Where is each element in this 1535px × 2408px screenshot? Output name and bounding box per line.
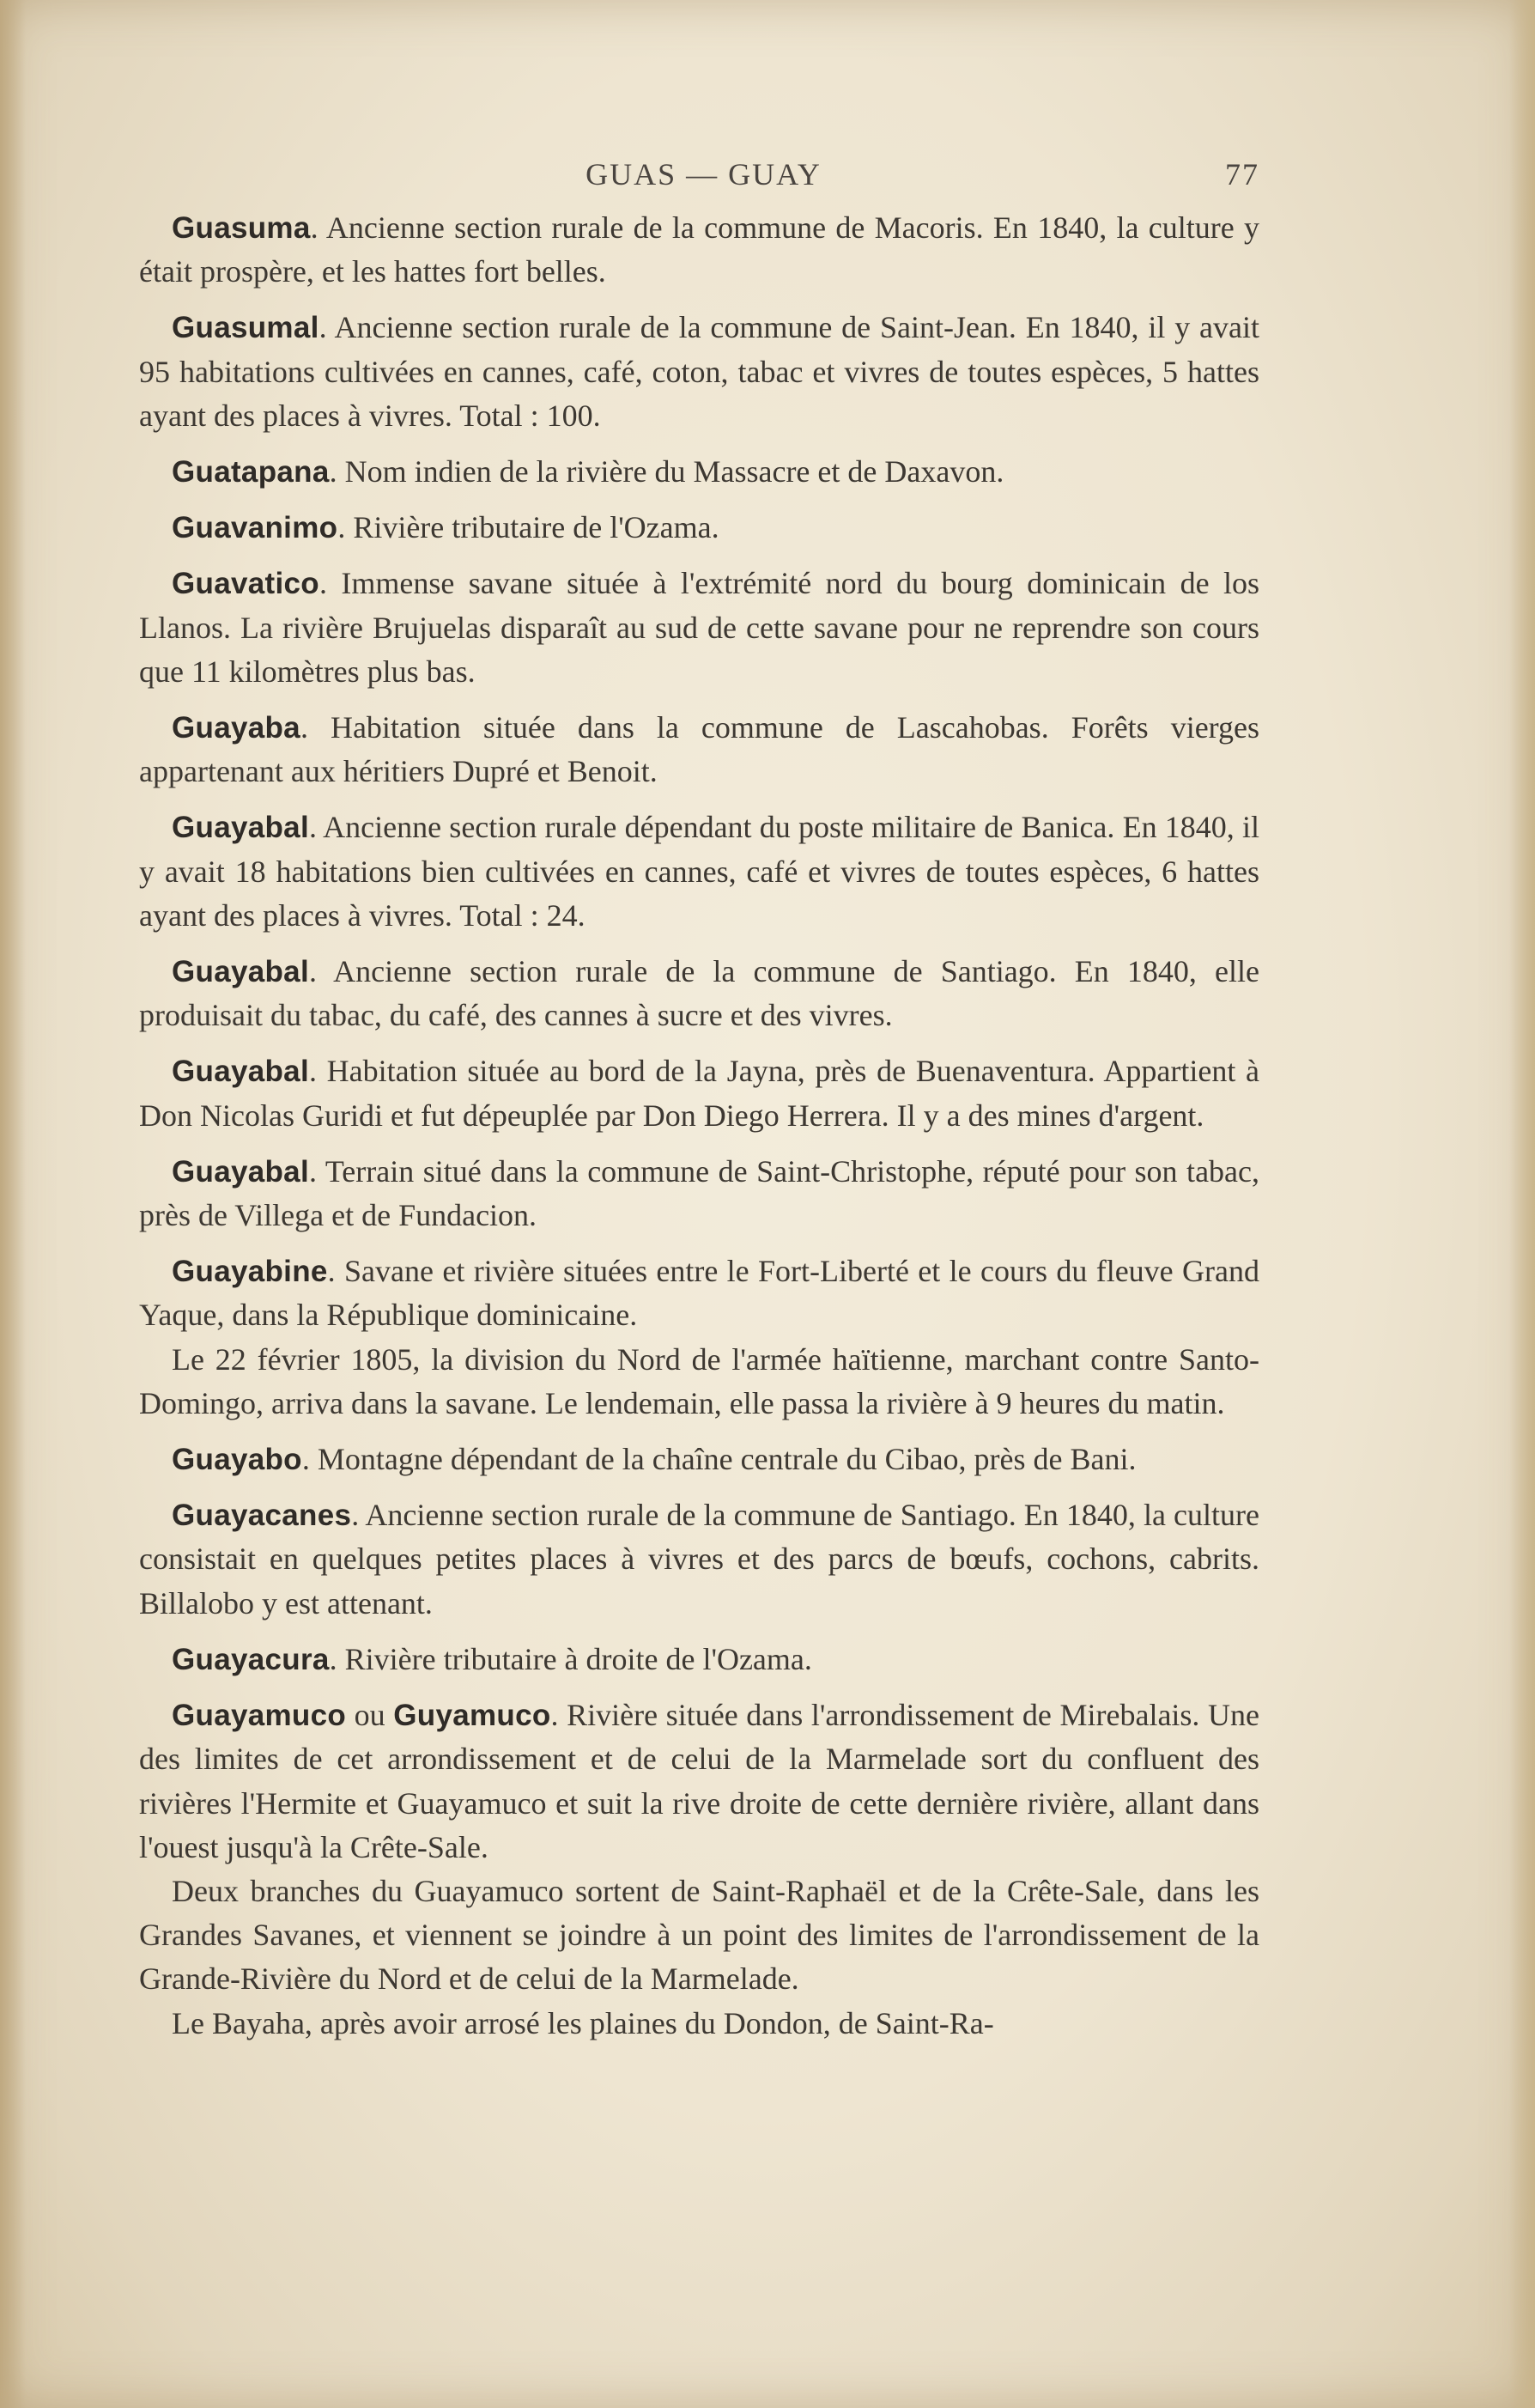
entry-guavatico [139,562,1259,694]
headword: Guayabine [172,1255,328,1289]
entry-text: . Ancienne section rurale de la commune de Macoris. En 1840, la culture y était prospère, et les hattes fort belles. [139,210,1259,289]
entry-guayabal-banica [139,806,1259,938]
running-head [139,153,1259,199]
headword: Guayabo [172,1443,302,1477]
headword: Guayaba [172,711,300,745]
entry-guayabal-jayna [139,1049,1259,1137]
headword: Guayacanes [172,1499,352,1533]
headword: Guayamuco [172,1699,347,1733]
page-edge-right [1509,0,1535,2408]
entry-text: . Rivière située dans l'arrondissement de Mirebalais. Une des limites de cet arrondissement et de celui de la Marmelade sort du confluent des rivières l'Hermite et Guayamuco et suit la rive droite de cette dernière rivière, allant dans l'ouest jusqu'à la Crête-Sale. [139,1698,1260,1864]
headword: Guayabal [172,955,309,989]
entry-paragraph: Le Bayaha, après avoir arrosé les plaines du Dondon, de Saint-Ra- [172,2005,994,2040]
entry-text: . Rivière tributaire de l'Ozama. [337,510,719,545]
headword: Guasuma [172,211,311,245]
entry-text: . Immense savane située à l'extrémité nord du bourg dominicain de los Llanos. La rivière Brujuelas disparaît au sud de cette savane pour ne reprendre son cours que 11 kilomètres plus bas. [139,566,1259,689]
entry-text: . Habitation située dans la commune de Lascahobas. Forêts vierges appartenant aux héritiers Dupré et Benoit. [139,710,1259,789]
entry-guavanimo [139,506,1259,550]
headword: Guayabal [172,811,309,845]
entry-guayabo [139,1438,1259,1481]
text-column [139,153,1259,2046]
entry-paragraph: Deux branches du Guayamuco sortent de Saint-Raphaël et de la Crête-Sale, dans les Grandes Savanes, et viennent se joindre à un point des limites de l'arrondissement de la Grande-Rivière du Nord et de celui de la Marmelade. [139,1873,1259,1997]
headword: Guayacura [172,1642,330,1676]
entry-guayamuco [139,1694,1259,1870]
entry-text: . Habitation située au bord de la Jayna, près de Buenaventura. Appartient à Don Nicolas Guridi et fut dépeuplée par Don Diego Herrera. Il y a des mines d'argent. [139,1054,1259,1133]
entry-text: . Ancienne section rurale de la commune de Saint-Jean. En 1840, il y avait 95 habitations cultivées en cannes, café, coton, tabac et vivres de toutes espèces, 5 hattes ayant des places à vivres. Total : 100. [139,310,1259,433]
entry-text: . Nom indien de la rivière du Massacre et de Daxavon. [329,454,1004,490]
running-title: GUAS — GUAY [585,157,822,192]
entry-guayaba [139,706,1259,794]
page-edge-left [0,0,26,2408]
headword: Guavanimo [172,511,338,545]
entry-text: . Savane et rivière situées entre le Fort-Liberté et le cours du fleuve Grand Yaque, dans la République dominicaine. [139,1254,1259,1333]
page-number: 77 [1225,157,1259,192]
headword-variant: Guyamuco [393,1699,551,1733]
headword: Guayabal [172,1055,309,1089]
headword-connector: ou [346,1698,394,1733]
entry-text: . Montagne dépendant de la chaîne centrale du Cibao, près de Bani. [301,1442,1137,1477]
entry-guasumal [139,306,1259,438]
entry-guayabine [139,1250,1259,1337]
headword: Guatapana [172,455,330,490]
headword: Guayabal [172,1154,309,1189]
entry-text: . Ancienne section rurale de la commune de Santiago. En 1840, elle produisait du tabac, du café, des cannes à sucre et des vivres. [139,954,1259,1033]
entry-guasuma [139,206,1259,294]
headword: Guavatico [172,567,319,601]
headword: Guasumal [172,311,319,345]
entry-guatapana [139,450,1259,494]
entry-guayabal-santiago [139,950,1259,1037]
entry-guayacanes [139,1493,1259,1626]
entry-paragraph: Le 22 février 1805, la division du Nord de l'armée haïtienne, marchant contre Santo-Domingo, arriva dans la savane. Le lendemain, elle passa la rivière à 9 heures du matin. [139,1341,1259,1420]
entry-text: . Ancienne section rurale dépendant du poste militaire de Banica. En 1840, il y avait 18 habitations bien cultivées en cannes, café et vivres de toutes espèces, 6 hattes ayant des places à vivres. Total : 24. [139,810,1259,933]
entry-guayacura [139,1638,1259,1681]
entry-text: . Ancienne section rurale de la commune de Santiago. En 1840, la culture consistait en quelques petites places à vivres et des parcs de bœufs, cochons, cabrits. Billalobo y est attenant. [139,1498,1259,1621]
entry-guayabal-saint-christophe [139,1150,1259,1237]
entry-text: . Rivière tributaire à droite de l'Ozama. [329,1641,812,1676]
entry-text: . Terrain situé dans la commune de Saint-Christophe, réputé pour son tabac, près de Villega et de Fundacion. [139,1153,1259,1233]
